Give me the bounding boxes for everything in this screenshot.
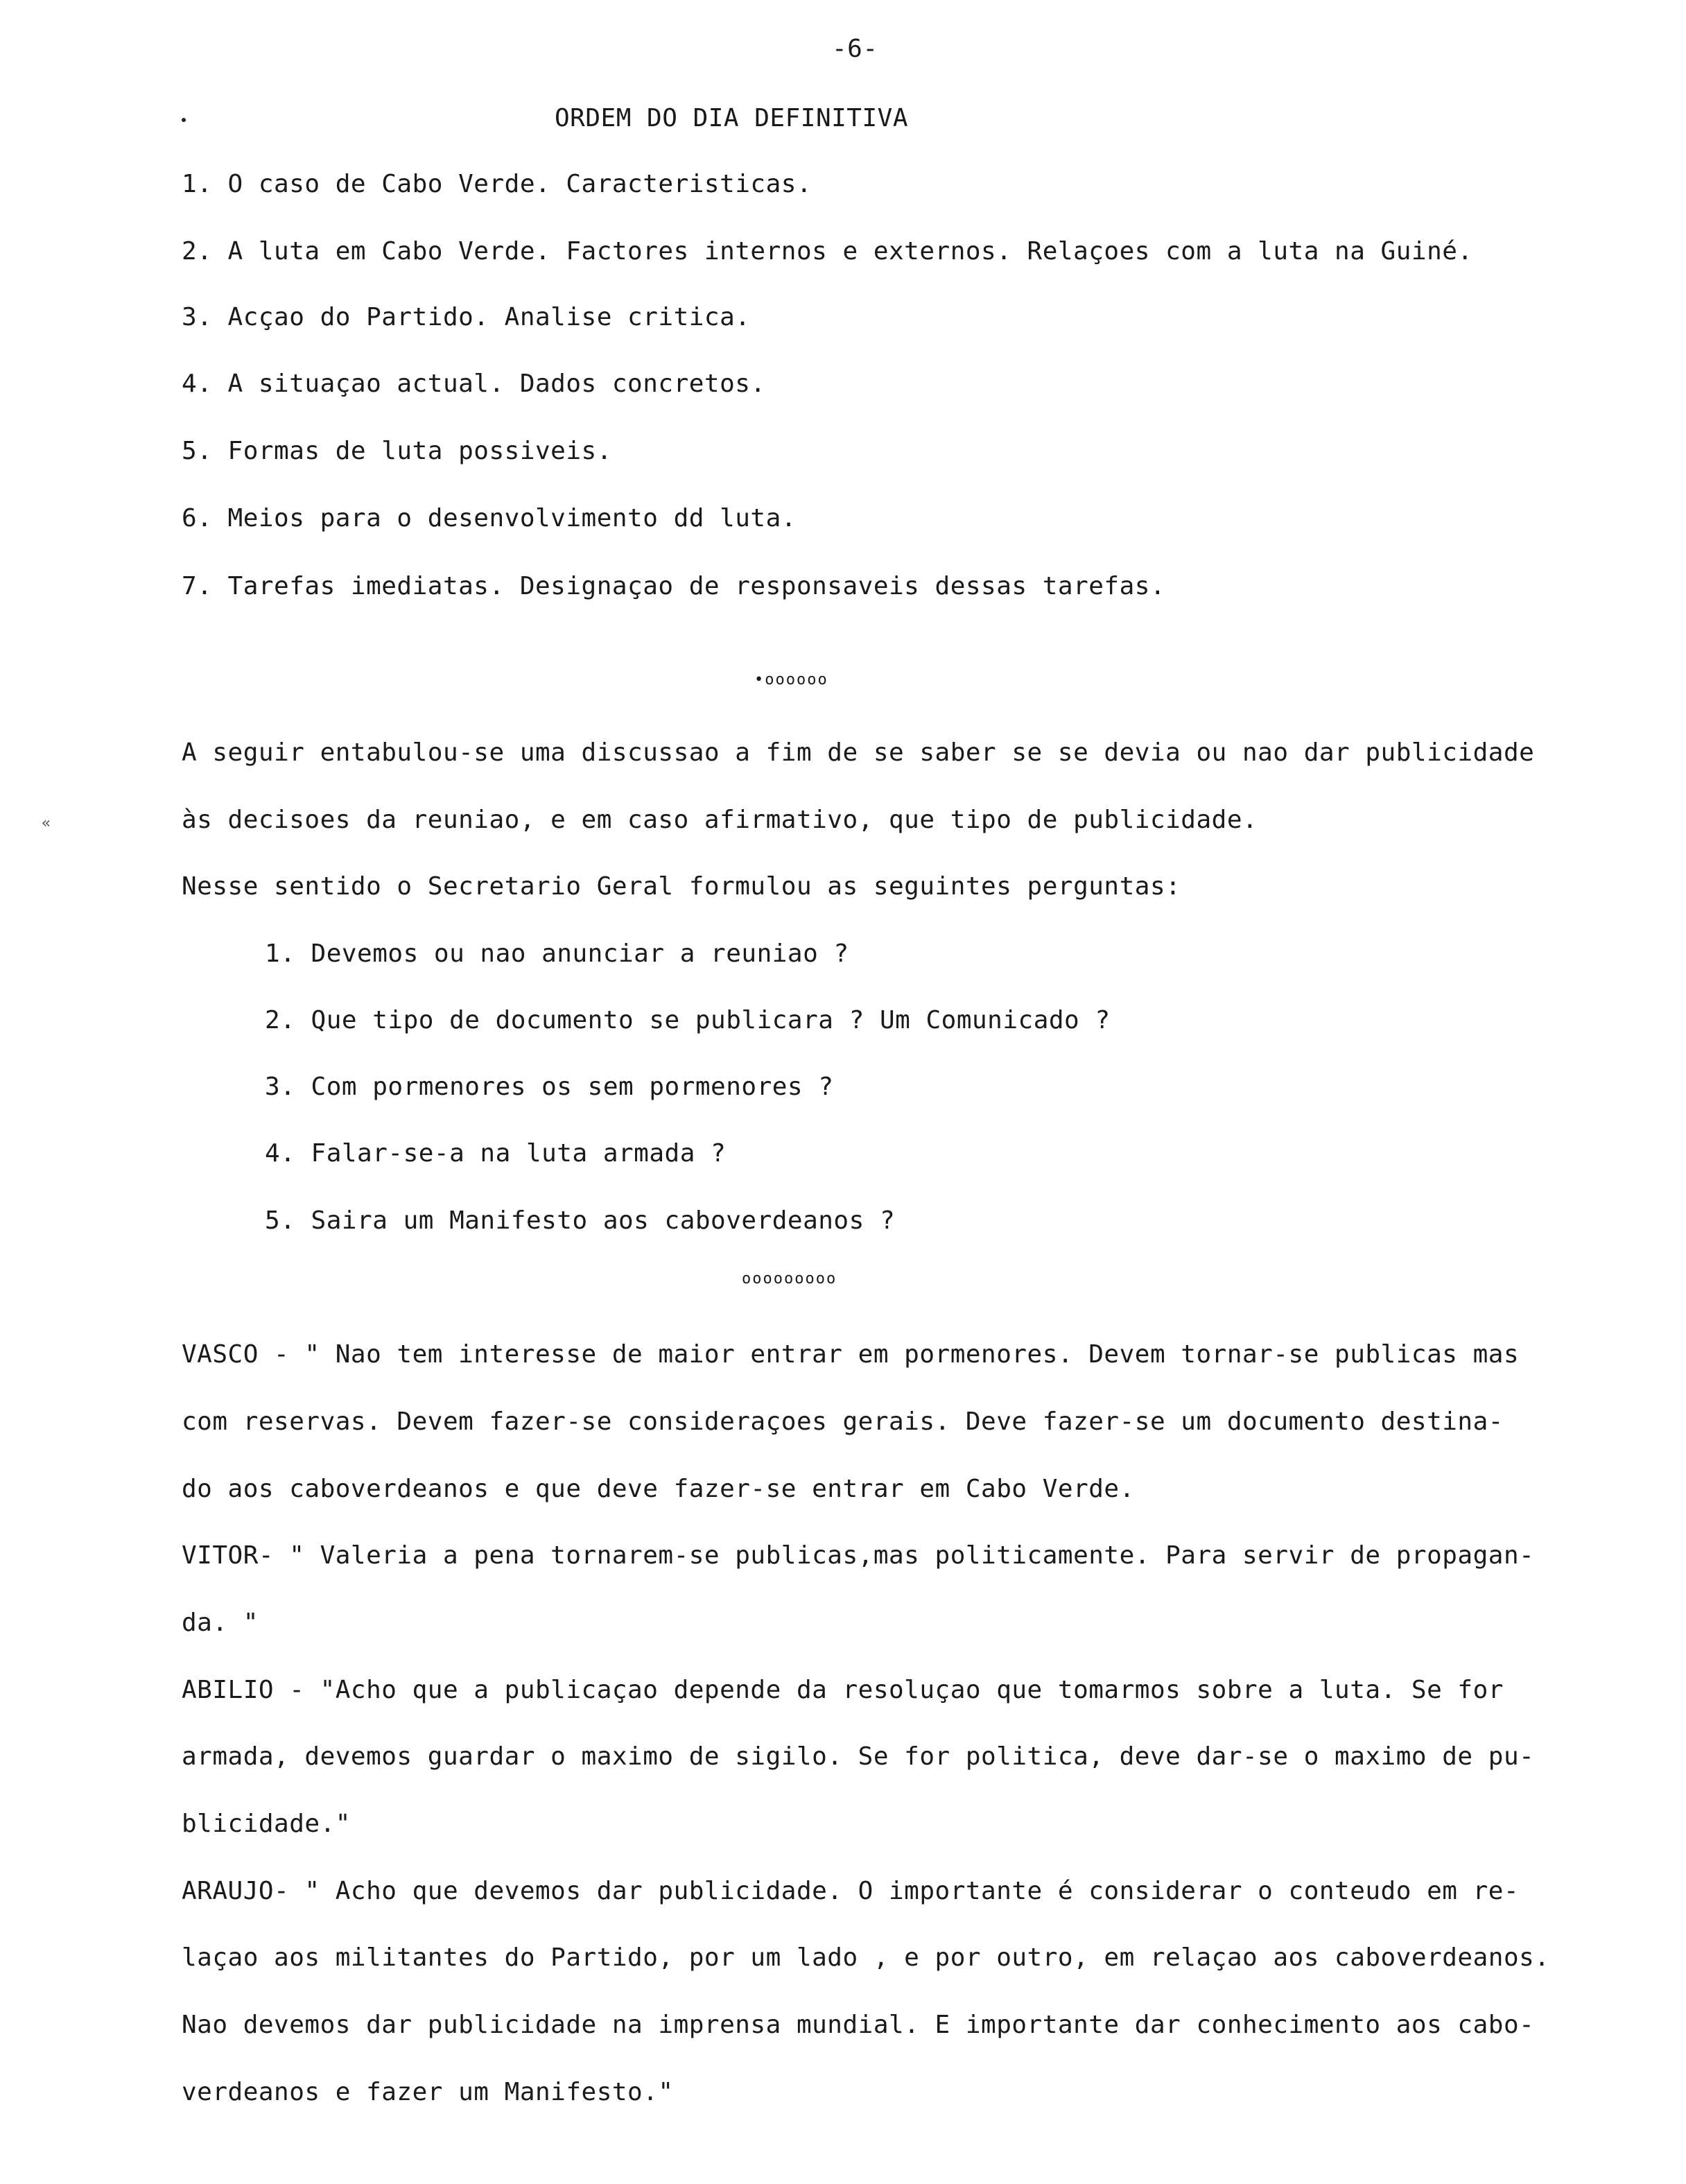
question-item: 2. Que tipo de documento se publicara ? Um Comunicado ? (265, 1006, 1111, 1034)
question-item: 1. Devemos ou nao anunciar a reuniao ? (265, 939, 849, 968)
discussion-line: ABILIO - "Acho que a publicaçao depende da resoluçao que tomarmos sobre a luta. Se for (182, 1676, 1504, 1704)
agenda-item: 4. A situaçao actual. Dados concretos. (182, 370, 766, 398)
agenda-item: 7. Tarefas imediatas. Designaçao de responsaveis dessas tarefas. (182, 572, 1166, 600)
discussion-line: com reservas. Devem fazer-se consideraçoes gerais. Deve fazer-se um documento destina- (182, 1407, 1504, 1436)
agenda-item: 3. Acçao do Partido. Analise critica. (182, 303, 751, 331)
discussion-line: ARAUJO- " Acho que devemos dar publicidade. O importante é considerar o conteudo em re- (182, 1877, 1520, 1905)
intro-line: Nesse sentido o Secretario Geral formulou as seguintes perguntas: (182, 872, 1181, 901)
intro-line: às decisoes da reuniao, e em caso afirmativo, que tipo de publicidade. (182, 806, 1258, 834)
page-number: -6- (832, 35, 878, 63)
discussion-line: Nao devemos dar publicidade na imprensa mundial. E importante dar conhecimento aos cabo- (182, 2011, 1535, 2039)
discussion-line: VASCO - " Nao tem interesse de maior entrar em pormenores. Devem tornar-se publicas mas (182, 1340, 1520, 1369)
discussion-line: verdeanos e fazer um Manifesto." (182, 2078, 674, 2106)
intro-line: A seguir entabulou-se uma discussao a fim de se saber se se devia ou nao dar publicidade (182, 738, 1535, 767)
stray-dot (182, 118, 186, 122)
agenda-item: 1. O caso de Cabo Verde. Caracteristicas. (182, 170, 812, 198)
discussion-line: da. " (182, 1609, 259, 1637)
margin-mark: « (42, 815, 51, 832)
discussion-line: do aos caboverdeanos e que deve fazer-se entrar em Cabo Verde. (182, 1475, 1135, 1503)
agenda-item: 2. A luta em Cabo Verde. Factores internos e externos. Relaçoes com a luta na Guiné. (182, 237, 1473, 266)
section-separator: ooooooooo (742, 1270, 837, 1288)
section-separator: •oooooo (754, 671, 828, 688)
question-item: 4. Falar-se-a na luta armada ? (265, 1139, 727, 1168)
question-item: 5. Saira um Manifesto aos caboverdeanos ? (265, 1206, 896, 1235)
agenda-item: 5. Formas de luta possiveis. (182, 437, 612, 465)
discussion-line: blicidade." (182, 1810, 351, 1838)
discussion-line: armada, devemos guardar o maximo de sigilo. Se for politica, deve dar-se o maximo de pu- (182, 1742, 1535, 1771)
discussion-line: VITOR- " Valeria a pena tornarem-se publicas,mas politicamente. Para servir de propagan- (182, 1541, 1535, 1570)
question-item: 3. Com pormenores os sem pormenores ? (265, 1073, 834, 1101)
agenda-heading: ORDEM DO DIA DEFINITIVA (555, 104, 908, 132)
agenda-item: 6. Meios para o desenvolvimento dd luta. (182, 504, 797, 532)
discussion-line: laçao aos militantes do Partido, por um lado , e por outro, em relaçao aos caboverdeanos. (182, 1943, 1550, 1972)
